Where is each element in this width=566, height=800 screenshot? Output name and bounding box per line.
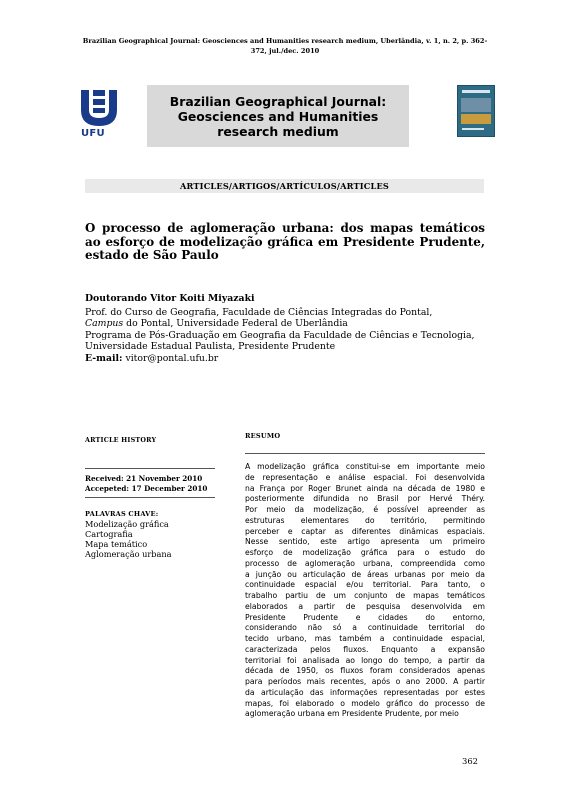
divider bbox=[245, 453, 485, 454]
running-head: Brazilian Geographical Journal: Geosciences and Humanities research medium, Uberlândia, v. 1, n. 2, p. 362-372, jul./dec. 2010 bbox=[82, 37, 488, 55]
author-affiliation-1 bbox=[85, 307, 485, 330]
email-label: E-mail: bbox=[85, 352, 123, 364]
author-block bbox=[85, 293, 485, 365]
resumo-text bbox=[245, 462, 485, 720]
resumo-line: Por meio da modelização, é possível apreender as bbox=[245, 505, 485, 514]
section-heading: ARTICLES/ARTIGOS/ARTÍCULOS/ARTICLES bbox=[85, 179, 484, 193]
affiliation-line: Prof. do Curso de Geografia, Faculdade de Ciências Integradas do Pontal, bbox=[85, 306, 433, 318]
keyword-item: Cartografia bbox=[85, 529, 133, 539]
keyword-item: Mapa temático bbox=[85, 539, 148, 549]
resumo-line: aglomeração urbana em Presidente Prudente, por meio bbox=[245, 709, 459, 719]
divider bbox=[85, 497, 215, 498]
resumo-line: territorial foi analisada ao longo do tempo, a partir da bbox=[245, 655, 485, 665]
resumo-line: de representação e análise espacial. Foi desenvolvida bbox=[245, 472, 485, 482]
accepted-date: Accepeted: 17 December 2010 bbox=[85, 483, 208, 493]
article-title: O processo de aglomeração urbana: dos mapas temáticos ao esforço de modelização gráfica em Presidente Prudente, estado de São Paulo bbox=[85, 221, 485, 262]
article-history-dates bbox=[85, 474, 207, 493]
author-email bbox=[85, 353, 485, 365]
ufu-logo bbox=[75, 88, 123, 144]
resumo-line: da articulação das informações representadas por estes bbox=[245, 687, 485, 697]
resumo-label: RESUMO bbox=[245, 432, 281, 440]
resumo-line: a junção ou articulação de áreas urbanas por meio da bbox=[245, 569, 485, 579]
resumo-line: Nesse sentido, este artigo apresenta um primeiro bbox=[245, 537, 485, 547]
resumo-line: trabalho partiu de um conjunto de mapas temáticos bbox=[245, 591, 485, 600]
affiliation-campus: Campus bbox=[85, 318, 124, 330]
resumo-line: elaborados a partir de pesquisa desenvolvida em bbox=[245, 601, 485, 611]
page-number: 362 bbox=[462, 756, 478, 766]
keywords-block bbox=[85, 509, 172, 559]
journal-name: Brazilian Geographical Journal: Geosciences and Humanities research medium bbox=[147, 85, 409, 147]
journal-masthead bbox=[75, 85, 491, 147]
resumo-line: caracterizada pelos fluxos. Enquanto a expansão bbox=[245, 644, 485, 654]
divider bbox=[85, 468, 215, 469]
article-history-label: ARTICLE HISTORY bbox=[85, 436, 157, 444]
resumo-line: esforço de modelização gráfica para o estudo do bbox=[245, 548, 485, 557]
keyword-item: Modelização gráfica bbox=[85, 519, 169, 529]
resumo-line: estruturas elementares do território, permitindo bbox=[245, 515, 485, 525]
received-date: Received: 21 November 2010 bbox=[85, 474, 203, 483]
journal-cover-image bbox=[457, 85, 495, 137]
resumo-line: para períodos mais recentes, após o ano 2000. A partir bbox=[245, 677, 485, 686]
resumo-line: processo de aglomeração urbana, compreendida como bbox=[245, 558, 485, 568]
author-name: Doutorando Vitor Koiti Miyazaki bbox=[85, 293, 255, 304]
resumo-line: A modelização gráfica constitui-se em importante meio bbox=[245, 462, 485, 471]
email-value: vitor@pontal.ufu.br bbox=[122, 352, 219, 364]
resumo-line: considerando não só a continuidade territorial do bbox=[245, 623, 485, 633]
resumo-line: perceber e captar as diferentes dinâmicas espaciais. bbox=[245, 526, 485, 536]
resumo-line: tecido urbano, mas também a continuidade espacial, bbox=[245, 634, 485, 643]
keywords-label: PALAVRAS CHAVE: bbox=[85, 510, 159, 518]
resumo-line: na França por Roger Brunet ainda na década de 1980 e bbox=[245, 483, 485, 493]
resumo-line: mapas, foi elaborado o modelo gráfico do processo de bbox=[245, 698, 485, 708]
affiliation-line: do Pontal, Universidade Federal de Uberlândia bbox=[123, 318, 348, 330]
ufu-logo-icon bbox=[75, 88, 123, 130]
resumo-line: Presidente Prudente e cidades do entorno, bbox=[245, 612, 485, 622]
author-affiliation-2: Programa de Pós-Graduação em Geografia da Faculdade de Ciências e Tecnologia, Universidade Estadual Paulista, Presidente Prudente bbox=[85, 329, 475, 353]
keyword-item: Aglomeração urbana bbox=[85, 549, 172, 559]
logo-text: UFU bbox=[81, 128, 105, 139]
resumo-line: posteriormente difundida no Brasil por Hervé Théry. bbox=[245, 494, 485, 504]
resumo-line: década de 1950, os fluxos foram considerados apenas bbox=[245, 666, 485, 676]
resumo-line: continuidade espacial e/ou territorial. Para tanto, o bbox=[245, 580, 485, 590]
